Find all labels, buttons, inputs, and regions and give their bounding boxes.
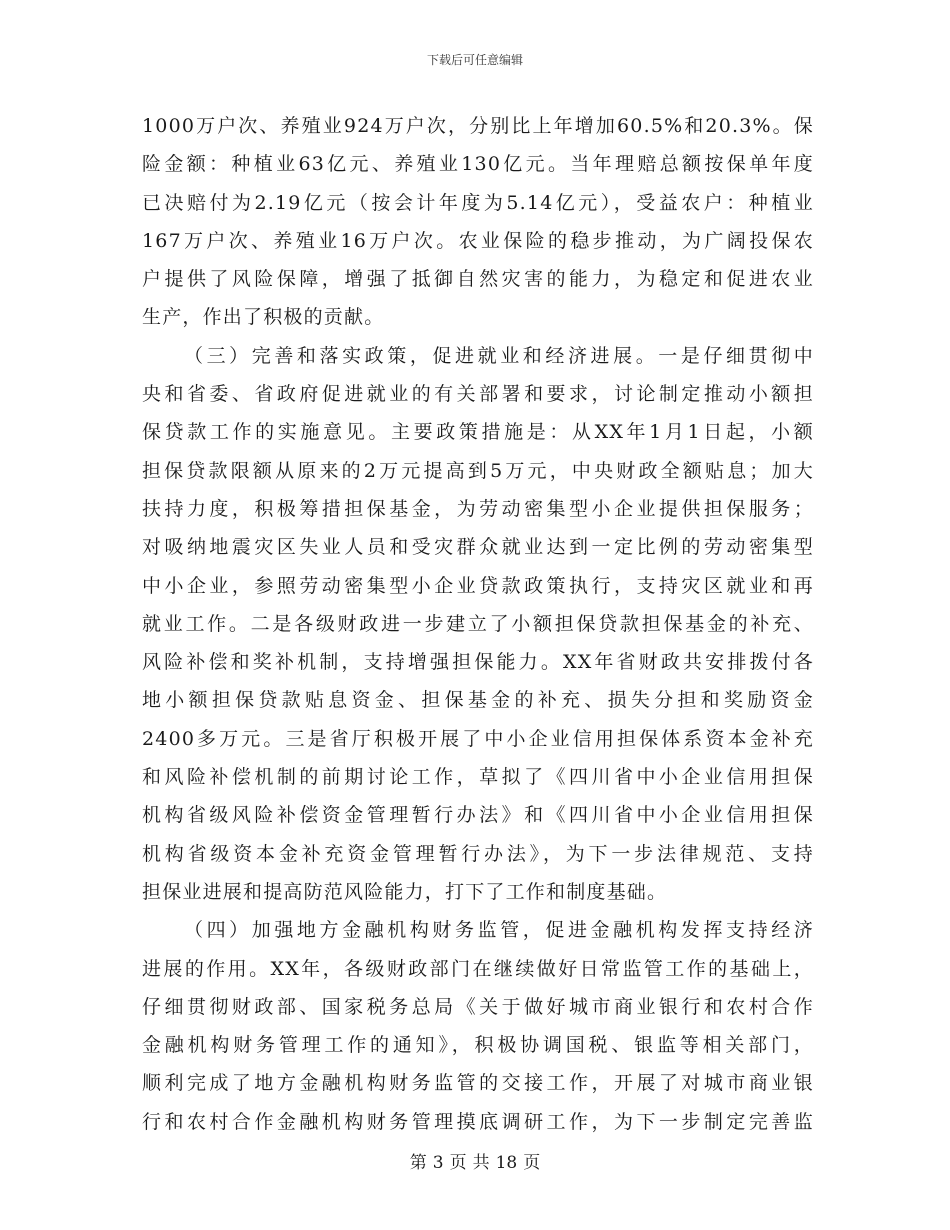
text-line: 2400多万元。三是省厅积极开展了中小企业信用担保体系资本金补充	[142, 727, 814, 750]
text-line: 和风险补偿机制的前期讨论工作，草拟了《四川省中小企业信用担保	[142, 766, 814, 789]
text-line: 中小企业，参照劳动密集型小企业贷款政策执行，支持灾区就业和再	[142, 574, 814, 597]
text-line: 进展的作用。XX年，各级财政部门在继续做好日常监管工作的基础上，	[142, 957, 814, 980]
text-line: 仔细贯彻财政部、国家税务总局《关于做好城市商业银行和农村合作	[142, 995, 814, 1018]
text-line: 风险补偿和奖补机制，支持增强担保能力。XX年省财政共安排拨付各	[142, 651, 814, 674]
footer-page-word: 页	[449, 1153, 467, 1173]
page-header: 下载后可任意编辑	[426, 53, 523, 67]
document-body	[142, 107, 814, 1141]
text-line: 167万户次、养殖业16万户次。农业保险的稳步推动，为广阔投保农	[142, 229, 814, 252]
text-line: 机构省级资本金补充资金管理暂行办法》，为下一步法律规范、支持	[142, 842, 814, 865]
page-footer	[0, 1152, 950, 1174]
paragraph-heading-line: （四）加强地方金融机构财务监管，促进金融机构发挥支持经济	[184, 919, 814, 942]
text-line: 担保业进展和提高防范风险能力，打下了工作和制度基础。	[142, 880, 668, 903]
current-page-number: 3	[432, 1153, 444, 1173]
text-line: 保贷款工作的实施意见。主要政策措施是：从XX年1月1日起，小额	[142, 421, 814, 444]
text-line: 1000万户次、养殖业924万户次，分别比上年增加60.5%和20.3%。保	[142, 115, 814, 137]
paragraph-heading-line: （三）完善和落实政策，促进就业和经济进展。一是仔细贯彻中	[184, 344, 814, 367]
text-line: 户提供了风险保障，增强了抵御自然灾害的能力，为稳定和促进农业	[142, 268, 814, 291]
text-line: 行和农村合作金融机构财务管理摸底调研工作，为下一步制定完善监	[142, 1110, 814, 1133]
text-line: 央和省委、省政府促进就业的有关部署和要求，讨论制定推动小额担	[142, 383, 814, 406]
text-line: 机构省级风险补偿资金管理暂行办法》和《四川省中小企业信用担保	[142, 804, 814, 827]
footer-prefix: 第	[409, 1153, 427, 1173]
text-line: 生产，作出了积极的贡献。	[142, 306, 385, 329]
footer-suffix: 页	[523, 1153, 541, 1173]
total-page-count: 18	[495, 1153, 518, 1173]
footer-total-word: 共	[472, 1153, 490, 1173]
text-line: 险金额：种植业63亿元、养殖业130亿元。当年理赔总额按保单年度	[142, 153, 814, 176]
text-line: 地小额担保贷款贴息资金、担保基金的补充、损失分担和奖励资金	[142, 689, 814, 712]
text-line: 就业工作。二是各级财政进一步建立了小额担保贷款担保基金的补充、	[142, 612, 814, 635]
text-line: 顺利完成了地方金融机构财务监管的交接工作，开展了对城市商业银	[142, 1072, 814, 1095]
text-line: 已决赔付为2.19亿元（按会计年度为5.14亿元），受益农户：种植业	[142, 191, 814, 214]
text-line: 金融机构财务管理工作的通知》，积极协调国税、银监等相关部门，	[142, 1034, 814, 1057]
text-line: 扶持力度，积极筹措担保基金，为劳动密集型小企业提供担保服务；	[142, 497, 814, 520]
text-line: 担保贷款限额从原来的2万元提高到5万元，中央财政全额贴息；加大	[142, 459, 814, 482]
text-line: 对吸纳地震灾区失业人员和受灾群众就业达到一定比例的劳动密集型	[142, 536, 814, 559]
